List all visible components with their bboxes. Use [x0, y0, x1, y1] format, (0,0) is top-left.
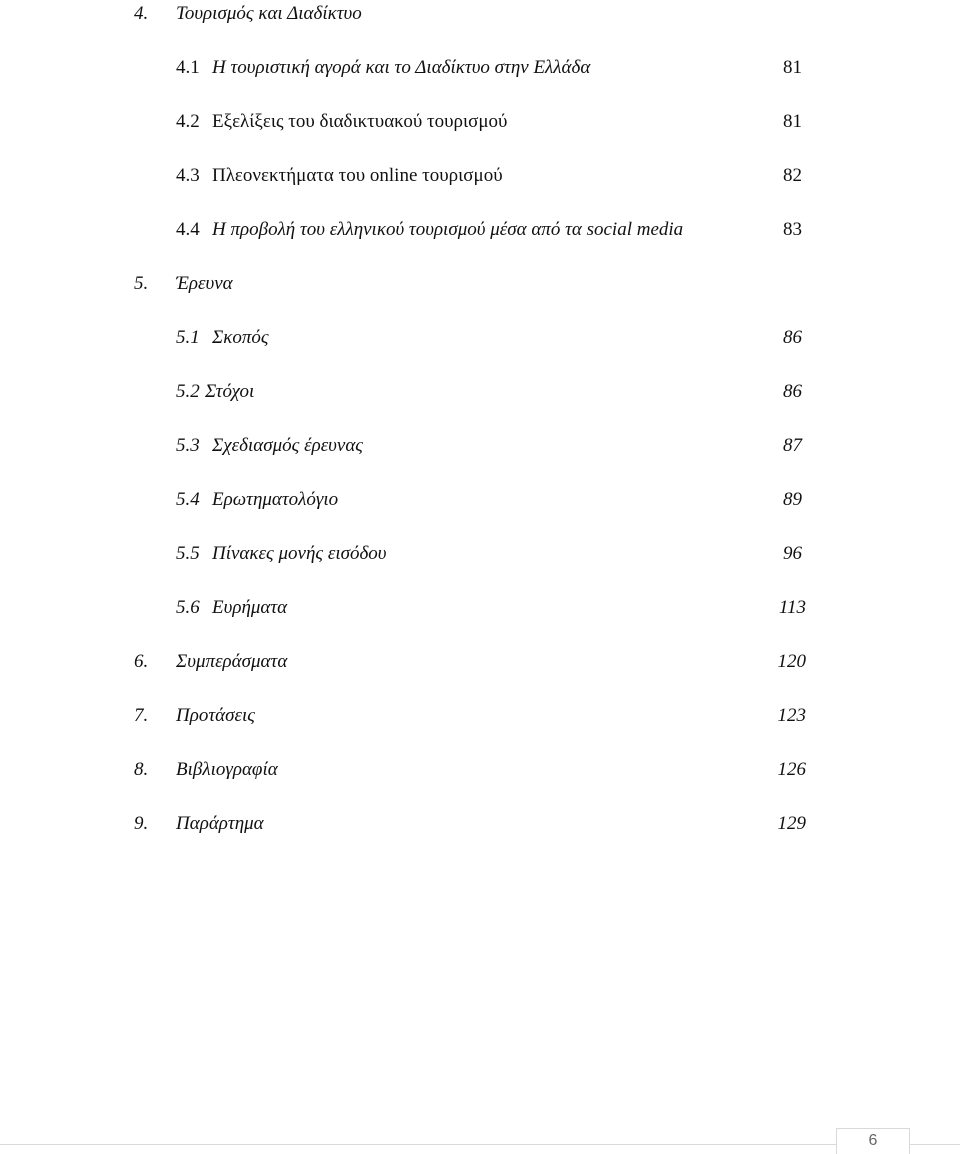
toc-entry-4-1	[0, 54, 960, 82]
toc-entry-title: Προτάσεις	[176, 705, 255, 726]
toc-entry-page: 81	[783, 111, 802, 132]
toc-entry-title: Πίνακες μονής εισόδου	[212, 543, 387, 564]
toc-entry-page: 86	[783, 381, 802, 402]
toc-entry-page: 89	[783, 489, 802, 510]
toc-entry-number: 5.	[134, 273, 149, 294]
page-number-box	[836, 1128, 910, 1154]
toc-entry-title: Έρευνα	[176, 273, 233, 294]
toc-entry-page: 81	[783, 57, 802, 78]
toc-entry-title: Ερωτηματολόγιο	[212, 489, 339, 510]
toc-entry-4	[0, 0, 960, 28]
toc-entry-page: 96	[783, 543, 802, 564]
toc-entry-page: 86	[783, 327, 802, 348]
toc-entry-5	[0, 270, 960, 298]
toc-entry-5-2	[0, 378, 960, 406]
toc-entry-page: 129	[777, 813, 806, 834]
toc-entry-4-4	[0, 216, 960, 244]
toc-entry-title: Η τουριστική αγορά και το Διαδίκτυο στην Ελλάδα	[212, 57, 591, 78]
toc-entry-page: 120	[777, 651, 806, 672]
toc-entry-page: 123	[777, 705, 806, 726]
toc-entry-title: Βιβλιογραφία	[176, 759, 278, 780]
toc-entry-number: 5.5	[176, 543, 200, 564]
toc-entry-title: Η προβολή του ελληνικού τουρισμού μέσα από τα social media	[212, 219, 684, 240]
toc-entry-number: 4.2	[176, 111, 200, 132]
toc-entry-number: 4.1	[176, 57, 200, 78]
toc-entry-title: Σκοπός	[212, 327, 269, 348]
toc-entry-number: 4.4	[176, 219, 200, 240]
toc-entry-number: 5.1	[176, 327, 200, 348]
toc-entry-page: 113	[778, 597, 806, 618]
toc-entry-title: Συμπεράσματα	[176, 651, 288, 672]
toc-entry-9	[0, 810, 960, 838]
toc-entry-title: Ευρήματα	[212, 597, 288, 618]
toc-entry-4-3	[0, 162, 960, 190]
toc-entry-number: 5.6	[176, 597, 200, 618]
toc-entry-title: Παράρτημα	[176, 813, 264, 834]
toc-entry-page: 87	[783, 435, 802, 456]
toc-entry-number: 7.	[134, 705, 149, 726]
toc-entry-page: 83	[783, 219, 802, 240]
toc-entry-5-6	[0, 594, 960, 622]
toc-entry-number: 4.3	[176, 165, 200, 186]
toc-entry-number: 9.	[134, 813, 149, 834]
toc-entry-5-3	[0, 432, 960, 460]
toc-entry-5-1	[0, 324, 960, 352]
toc-entry-4-2	[0, 108, 960, 136]
toc-entry-number: 8.	[134, 759, 149, 780]
toc-entry-title: Στόχοι	[205, 381, 255, 402]
toc-entry-5-4	[0, 486, 960, 514]
toc-entry-5-5	[0, 540, 960, 568]
toc-entry-title: Πλεονεκτήματα του online τουρισμού	[212, 165, 503, 186]
toc-entry-8	[0, 756, 960, 784]
toc-entry-number: 5.4	[176, 489, 200, 510]
toc-entry-number: 5.2	[176, 381, 200, 402]
toc-entry-title: Σχεδιασμός έρευνας	[212, 435, 364, 456]
page-number: 6	[868, 1132, 878, 1149]
toc-entry-title: Τουρισμός και Διαδίκτυο	[176, 3, 362, 24]
toc-entry-page: 82	[783, 165, 802, 186]
toc-entry-number: 5.3	[176, 435, 200, 456]
toc-entry-page: 126	[777, 759, 806, 780]
footer-rule	[0, 1144, 960, 1145]
toc-entry-number: 4.	[134, 3, 149, 24]
toc-entry-6	[0, 648, 960, 676]
toc-entry-number: 6.	[134, 651, 149, 672]
toc-entry-title: Εξελίξεις του διαδικτυακού τουρισμού	[212, 111, 508, 132]
toc-entry-7	[0, 702, 960, 730]
